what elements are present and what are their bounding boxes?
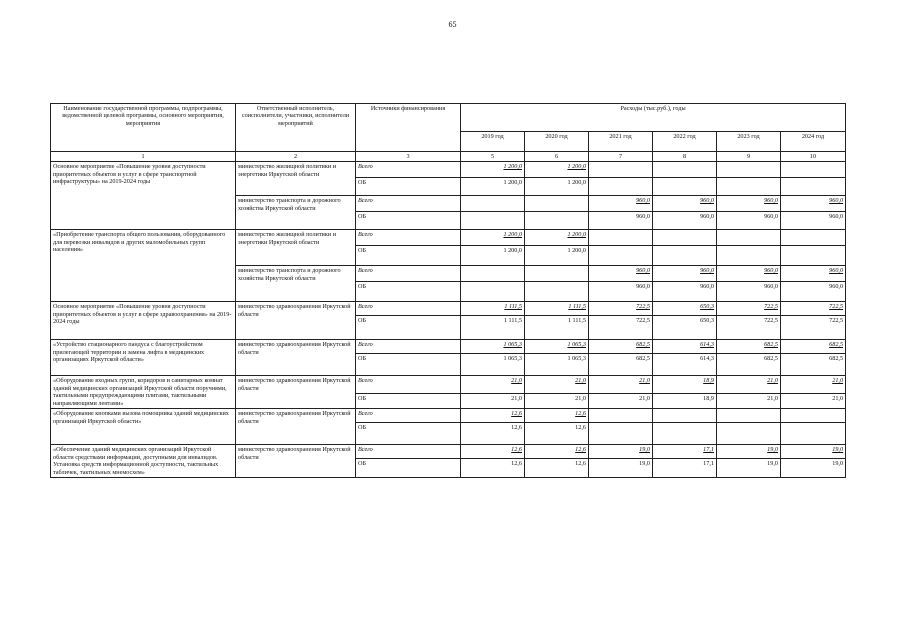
amount-cell: 722,5: [589, 302, 653, 316]
measure-name: «Устройство стационарного пандуса с благоустройством прилегающей территории и замена лифта в медицинских организациях Иркутской области»: [51, 340, 236, 376]
amount-cell: 18,9: [653, 393, 717, 408]
amount-cell: [653, 162, 717, 178]
amount-cell: [653, 230, 717, 246]
page-number: 65: [448, 20, 457, 29]
amount-cell: 21,0: [781, 393, 846, 408]
amount-cell: 19,0: [717, 459, 781, 478]
amount-cell: 960,0: [781, 266, 846, 282]
source-total: Всего: [356, 376, 461, 393]
amount-cell: [717, 230, 781, 246]
amount-cell: 682,5: [781, 340, 846, 354]
amount-cell: 1 200,0: [525, 230, 589, 246]
executor-name: министерство здравоохранения Иркутской области: [236, 376, 356, 409]
amount-cell: 21,0: [781, 376, 846, 393]
executor-name: министерство жилищной политики и энергетики Иркутской области: [236, 162, 356, 196]
amount-cell: 960,0: [653, 212, 717, 230]
amount-cell: 19,0: [589, 459, 653, 478]
amount-cell: [589, 423, 653, 445]
amount-cell: 650,3: [653, 316, 717, 340]
column-index: 5: [461, 152, 525, 162]
measure-name: Основное мероприятие «Повышение уровня доступности приоритетных объектов и услуг в сфере транспортной инфраструктуры» на 2019-2024 годы: [51, 162, 236, 230]
amount-cell: 960,0: [717, 196, 781, 212]
amount-cell: 1 200,0: [525, 162, 589, 178]
amount-cell: 19,0: [781, 459, 846, 478]
source-ob: ОБ: [356, 423, 461, 445]
amount-cell: [781, 409, 846, 423]
amount-cell: 960,0: [781, 282, 846, 302]
header-year: 2021 год: [589, 132, 653, 152]
amount-cell: 960,0: [653, 282, 717, 302]
amount-cell: 1 065,3: [525, 354, 589, 376]
table-row: [51, 162, 846, 178]
header-year: 2023 год: [717, 132, 781, 152]
amount-cell: [653, 246, 717, 266]
amount-cell: [781, 423, 846, 445]
executor-name: министерство транспорта и дорожного хозяйства Иркутской области: [236, 196, 356, 230]
source-ob: ОБ: [356, 178, 461, 196]
table-row: [51, 445, 846, 459]
amount-cell: 12,6: [525, 459, 589, 478]
amount-cell: 21,0: [589, 376, 653, 393]
measure-name: «Обеспечение зданий медицинских организаций Иркутской области средствами информации, доступными для инвалидов. Установка средств информационной доступности, тактильных табличек, тактильных мнемосхем»: [51, 445, 236, 478]
amount-cell: 960,0: [653, 196, 717, 212]
header-year: 2022 год: [653, 132, 717, 152]
amount-cell: [461, 196, 525, 212]
amount-cell: 12,6: [525, 409, 589, 423]
amount-cell: 1 111,5: [525, 316, 589, 340]
amount-cell: 614,3: [653, 354, 717, 376]
header-year: 2024 год: [781, 132, 846, 152]
amount-cell: [653, 423, 717, 445]
amount-cell: 21,0: [461, 393, 525, 408]
amount-cell: 960,0: [589, 212, 653, 230]
amount-cell: [717, 162, 781, 178]
amount-cell: 1 111,5: [461, 316, 525, 340]
amount-cell: 21,0: [589, 393, 653, 408]
header-year: 2020 год: [525, 132, 589, 152]
amount-cell: [525, 196, 589, 212]
source-ob: ОБ: [356, 212, 461, 230]
amount-cell: 1 065,3: [461, 354, 525, 376]
executor-name: министерство здравоохранения Иркутской области: [236, 340, 356, 376]
amount-cell: 17,1: [653, 459, 717, 478]
table-row: [51, 340, 846, 354]
amount-cell: [781, 162, 846, 178]
amount-cell: 12,6: [525, 423, 589, 445]
column-index: 8: [653, 152, 717, 162]
source-total: Всего: [356, 162, 461, 178]
amount-cell: [653, 409, 717, 423]
amount-cell: 21,0: [525, 376, 589, 393]
measure-name: «Оборудование входных групп, коридоров и санитарных комнат зданий медицинских организаций Иркутской области поручнями, тактильными предупреждающими плитами, тактильными направляющими лентами»: [51, 376, 236, 409]
amount-cell: 12,6: [461, 459, 525, 478]
amount-cell: [717, 423, 781, 445]
column-index: 10: [781, 152, 846, 162]
amount-cell: 960,0: [781, 212, 846, 230]
column-index: 1: [51, 152, 236, 162]
amount-cell: [589, 409, 653, 423]
amount-cell: 1 111,5: [461, 302, 525, 316]
header-name: Наименование государственной программы, подпрограммы, ведомственной целевой программы, основного мероприятия, мероприятия: [51, 104, 236, 152]
amount-cell: [525, 266, 589, 282]
amount-cell: 19,0: [589, 445, 653, 459]
amount-cell: 12,6: [461, 409, 525, 423]
amount-cell: 1 065,3: [525, 340, 589, 354]
header-year: 2019 год: [461, 132, 525, 152]
amount-cell: [525, 212, 589, 230]
amount-cell: [461, 282, 525, 302]
amount-cell: [461, 266, 525, 282]
amount-cell: [525, 282, 589, 302]
executor-name: министерство транспорта и дорожного хозяйства Иркутской области: [236, 266, 356, 302]
executor-name: министерство здравоохранения Иркутской области: [236, 302, 356, 340]
source-ob: ОБ: [356, 282, 461, 302]
amount-cell: 960,0: [653, 266, 717, 282]
executor-name: министерство здравоохранения Иркутской области: [236, 409, 356, 445]
amount-cell: 17,1: [653, 445, 717, 459]
measure-name: Основное мероприятие «Повышение уровня доступности приоритетных объектов и услуг в сфере здравоохранения» на 2019-2024 годы: [51, 302, 236, 340]
amount-cell: [461, 212, 525, 230]
source-ob: ОБ: [356, 393, 461, 408]
amount-cell: 1 200,0: [525, 246, 589, 266]
amount-cell: 1 065,3: [461, 340, 525, 354]
amount-cell: 21,0: [717, 393, 781, 408]
amount-cell: [589, 246, 653, 266]
amount-cell: 12,6: [461, 445, 525, 459]
amount-cell: 21,0: [525, 393, 589, 408]
amount-cell: 1 200,0: [525, 178, 589, 196]
executor-name: министерство здравоохранения Иркутской области: [236, 445, 356, 478]
amount-cell: 1 200,0: [461, 162, 525, 178]
table-row: [51, 376, 846, 393]
amount-cell: 650,3: [653, 302, 717, 316]
source-total: Всего: [356, 409, 461, 423]
amount-cell: [653, 178, 717, 196]
header-executor: Ответственный исполнитель, соисполнители, участники, исполнители мероприятий: [236, 104, 356, 152]
amount-cell: 12,6: [461, 423, 525, 445]
amount-cell: 1 200,0: [461, 246, 525, 266]
amount-cell: 722,5: [589, 316, 653, 340]
executor-name: министерство жилищной политики и энергетики Иркутской области: [236, 230, 356, 266]
amount-cell: 960,0: [589, 196, 653, 212]
amount-cell: 722,5: [717, 316, 781, 340]
amount-cell: 1 200,0: [461, 178, 525, 196]
amount-cell: 960,0: [717, 212, 781, 230]
source-total: Всего: [356, 445, 461, 459]
column-index: 3: [356, 152, 461, 162]
amount-cell: [781, 246, 846, 266]
source-total: Всего: [356, 230, 461, 246]
amount-cell: 1 111,5: [525, 302, 589, 316]
amount-cell: 614,3: [653, 340, 717, 354]
header-source: Источники финансирования: [356, 104, 461, 152]
amount-cell: 960,0: [717, 282, 781, 302]
source-ob: ОБ: [356, 354, 461, 376]
amount-cell: [717, 246, 781, 266]
source-ob: ОБ: [356, 316, 461, 340]
source-total: Всего: [356, 266, 461, 282]
amount-cell: 682,5: [589, 354, 653, 376]
amount-cell: 722,5: [781, 316, 846, 340]
amount-cell: 960,0: [589, 282, 653, 302]
amount-cell: 19,0: [781, 445, 846, 459]
amount-cell: 682,5: [717, 354, 781, 376]
column-index: 2: [236, 152, 356, 162]
amount-cell: 21,0: [461, 376, 525, 393]
amount-cell: 682,5: [781, 354, 846, 376]
amount-cell: 1 200,0: [461, 230, 525, 246]
amount-cell: [717, 409, 781, 423]
amount-cell: [781, 230, 846, 246]
source-ob: ОБ: [356, 246, 461, 266]
amount-cell: 682,5: [717, 340, 781, 354]
amount-cell: 682,5: [589, 340, 653, 354]
table-row: [51, 302, 846, 316]
amount-cell: [589, 230, 653, 246]
amount-cell: [717, 178, 781, 196]
expenses-table: [50, 103, 846, 478]
amount-cell: 960,0: [781, 196, 846, 212]
amount-cell: 960,0: [589, 266, 653, 282]
amount-cell: 19,0: [717, 445, 781, 459]
table-row: [51, 230, 846, 246]
amount-cell: 18,9: [653, 376, 717, 393]
measure-name: «Оборудование кнопками вызова помощника зданий медицинских организаций Иркутской области»: [51, 409, 236, 445]
table-row: [51, 409, 846, 423]
table-body: [51, 162, 846, 478]
header-expenses: Расходы (тыс.руб.), годы: [461, 104, 846, 132]
measure-name: «Приобретение транспорта общего пользования, оборудованного для перевозки инвалидов и других маломобильных групп населения»: [51, 230, 236, 302]
amount-cell: [589, 178, 653, 196]
amount-cell: 12,6: [525, 445, 589, 459]
column-index: 6: [525, 152, 589, 162]
amount-cell: 722,5: [717, 302, 781, 316]
source-total: Всего: [356, 196, 461, 212]
column-index: 7: [589, 152, 653, 162]
amount-cell: 722,5: [781, 302, 846, 316]
amount-cell: [781, 178, 846, 196]
source-total: Всего: [356, 302, 461, 316]
source-total: Всего: [356, 340, 461, 354]
column-index: 9: [717, 152, 781, 162]
amount-cell: 21,0: [717, 376, 781, 393]
source-ob: ОБ: [356, 459, 461, 478]
amount-cell: [589, 162, 653, 178]
amount-cell: 960,0: [717, 266, 781, 282]
